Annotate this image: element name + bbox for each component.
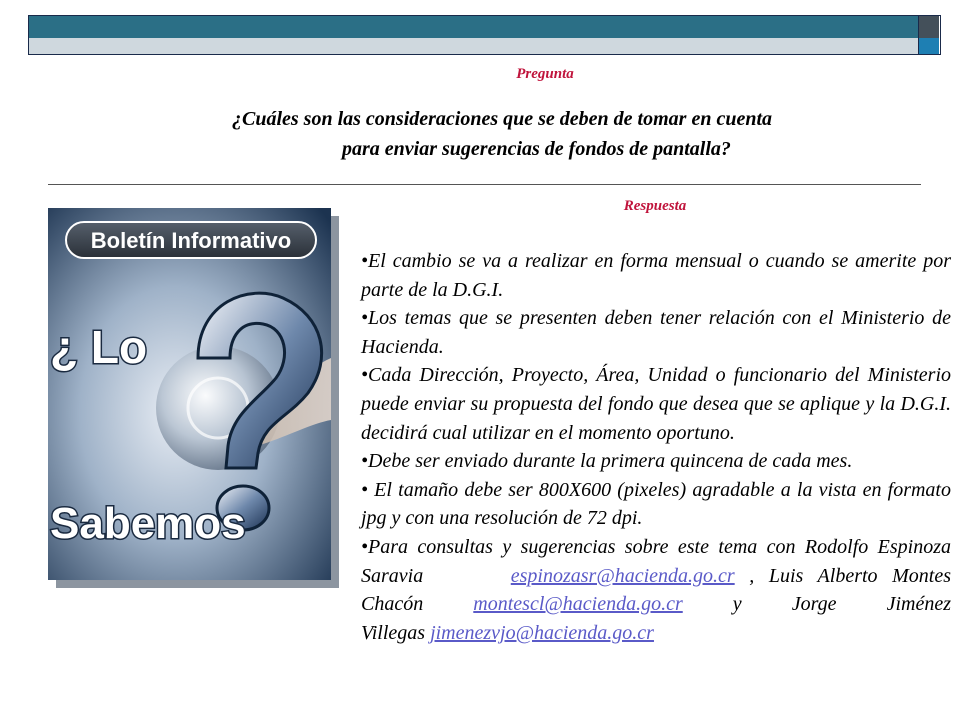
divider-line [48, 184, 921, 185]
question-line-1: ¿Cuáles son las consideraciones que se deben de tomar en cuenta [232, 108, 773, 130]
question-line-2: para enviar sugerencias de fondos de pantalla? [342, 138, 731, 160]
answer-text [361, 247, 951, 647]
bulletin-image [48, 208, 331, 580]
image-frame [48, 208, 331, 580]
question-label: Pregunta [516, 66, 574, 82]
bullet-6-text-1: •Para consultas y sugerencias sobre este tema con Rodolfo Espinoza Saravia [361, 535, 951, 587]
question-text [220, 104, 910, 164]
bulletin-illustration [48, 208, 331, 580]
bullet-1: •El cambio se va a realizar en forma mensual o cuando se amerite por parte de la D.G.I. [361, 250, 951, 301]
image-text-lo: ¿ Lo [50, 321, 148, 373]
top-decorative-bar [28, 15, 941, 55]
banner-text: Boletín Informativo [90, 228, 292, 253]
email-link-montes[interactable]: montescl@hacienda.go.cr [473, 593, 683, 616]
bullet-6 [361, 533, 951, 647]
email-link-espinoza[interactable]: espinozasr@hacienda.go.cr [510, 564, 735, 587]
bullet-2: •Los temas que se presenten deben tener relación con el Ministerio de Hacienda. [361, 307, 951, 358]
bullet-6-text-3: y Jorge Jiménez Villegas [361, 593, 951, 644]
bullet-5: • El tamaño debe ser 800X600 (pixeles) agradable a la vista en formato jpg y con una resolución de 72 dpi. [361, 478, 951, 530]
top-bar-outline [28, 15, 941, 55]
email-link-jimenez[interactable]: jimenezvjo@hacienda.go.cr [430, 621, 654, 644]
answer-label: Respuesta [623, 198, 687, 214]
bullet-3: •Cada Dirección, Proyecto, Área, Unidad o funcionario del Ministerio puede enviar su propuesta del fondo que desea que se aplique y la D.G.I. decidirá cual utilizar en el momento oportuno. [361, 364, 951, 444]
bullet-4: •Debe ser enviado durante la primera quincena de cada mes. [361, 450, 853, 473]
image-text-sabemos: Sabemos [50, 499, 246, 548]
bullet-6-text-2: , Luis Alberto Montes Chacón [361, 564, 952, 616]
